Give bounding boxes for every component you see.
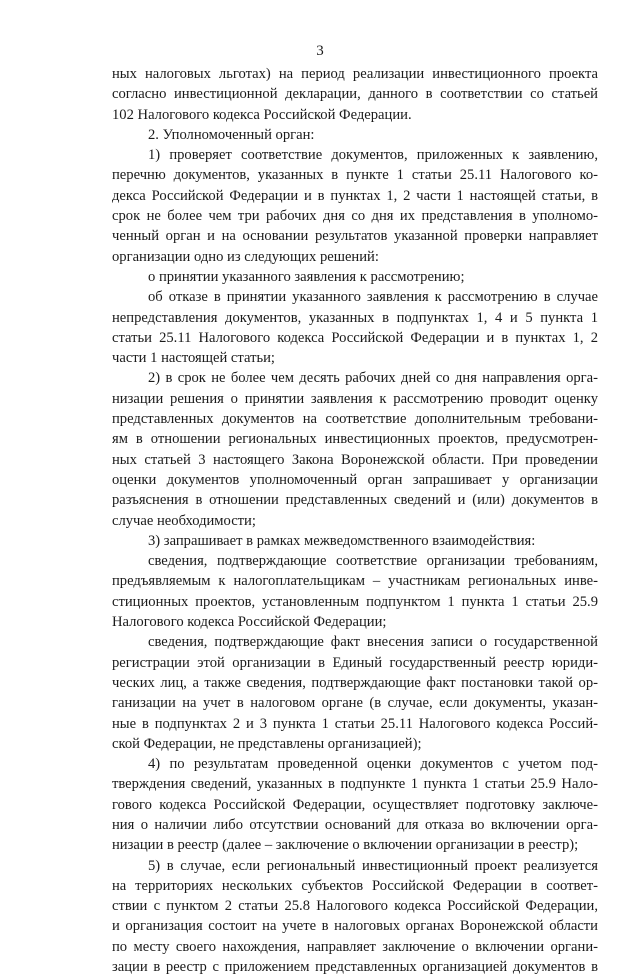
text-line: случае необходимости; xyxy=(112,512,256,529)
text-line: 3) запрашивает в рамках межведомственного взаимодействия: xyxy=(148,532,536,549)
text-line: согласно инвестиционной декларации, данного в соответствии со статьей xyxy=(112,86,598,103)
text-line: 1) проверяет соответствие документов, приложенных к заявлению, xyxy=(148,147,598,164)
text-line: об отказе в принятии указанного заявления к рассмотрению в случае xyxy=(148,289,598,306)
text-line: тверждения сведений, указанных в подпункте 1 пункта 1 статьи 25.9 Нало- xyxy=(112,776,598,793)
text-line: предъявляемым к налогоплательщикам – участникам региональных инве- xyxy=(112,573,598,590)
text-line: статьи 25.11 Налогового кодекса Российской Федерации и в пунктах 1, 2 xyxy=(112,329,598,346)
text-line: оценки документов уполномоченный орган запрашивает у организации xyxy=(112,471,598,488)
text-line: ния о наличии либо отсутствии оснований для отказа во включении орга- xyxy=(112,816,598,833)
text-line: и организация состоит на учете в налоговых органах Воронежской области xyxy=(112,918,598,935)
text-line: Налогового кодекса Российской Федерации; xyxy=(112,614,387,631)
text-line: ных статьей 3 настоящего Закона Воронежской области. При проведении xyxy=(112,451,598,468)
text-line: о принятии указанного заявления к рассмотрению; xyxy=(148,268,465,285)
text-line: ных налоговых льготах) на период реализации инвестиционного проекта xyxy=(112,66,598,82)
text-line: 2. Уполномоченный орган: xyxy=(148,126,315,143)
text-line: зации в реестр с приложением представленных организацией документов в xyxy=(112,959,598,976)
page-number: 3 xyxy=(316,43,324,59)
text-line: стиционных проектов, установленным подпунктом 1 пункта 1 статьи 25.9 xyxy=(112,593,598,610)
text-line: сведения, подтверждающие факт внесения записи о государственной xyxy=(148,634,598,651)
text-line: ные в подпунктах 2 и 3 пункта 1 статьи 25.11 Налогового кодекса Россий- xyxy=(112,715,598,732)
text-line: 102 Налогового кодекса Российской Федерации. xyxy=(112,106,412,123)
text-line: ганизации на учет в налоговом органе (в случае, если документы, указан- xyxy=(112,695,598,712)
text-line: ской Федерации, не представлены организацией); xyxy=(112,735,422,752)
text-line: ям в отношении региональных инвестиционных проектов, предусмотрен- xyxy=(112,431,598,448)
text-line: разъяснения в отношении представленных сведений и (или) документов в xyxy=(112,492,598,509)
text-line: непредставления документов, указанных в подпунктах 1, 4 и 5 пункта 1 xyxy=(112,309,598,326)
text-line: 2) в срок не более чем десять рабочих дней со дня направления орга- xyxy=(148,370,598,387)
text-line: организации одно из следующих решений: xyxy=(112,248,379,265)
text-line: перечню документов, указанных в пункте 1 статьи 25.11 Налогового ко- xyxy=(112,167,598,184)
text-line: низации в реестр (далее – заключение о включении организации в реестр); xyxy=(112,837,579,854)
text-line: по месту своего нахождения, направляет заключение о включении органи- xyxy=(112,938,598,955)
text-line: сведения, подтверждающие соответствие организации требованиям, xyxy=(148,553,598,570)
text-line: на территориях нескольких субъектов Российской Федерации в соответ- xyxy=(112,877,598,894)
text-line: 4) по результатам проведенной оценки документов с учетом под- xyxy=(148,756,598,773)
text-line: ческих лиц, а также сведения, подтверждающие факт постановки такой ор- xyxy=(112,674,598,691)
document-body xyxy=(112,64,598,977)
text-line: 5) в случае, если региональный инвестиционный проект реализуется xyxy=(148,857,598,874)
text-line: ствии с пунктом 2 статьи 25.8 Налогового кодекса Российской Федерации, xyxy=(112,898,598,915)
text-line: регистрации этой организации в Единый государственный реестр юриди- xyxy=(112,654,598,671)
text-line: гового кодекса Российской Федерации, осуществляет подготовку заключе- xyxy=(112,796,598,813)
text-line: низации решения о принятии заявления к рассмотрению проводит оценку xyxy=(112,390,598,407)
text-line: представленных документов на соответствие дополнительным требовани- xyxy=(112,411,598,428)
text-line: срок не более чем три рабочих дня со дня их представления в уполномо- xyxy=(112,208,598,225)
text-line: ченный орган и на основании результатов указанной проверки направляет xyxy=(112,228,598,245)
text-line: декса Российской Федерации и в пунктах 1, 2 части 1 настоящей статьи, в xyxy=(112,187,598,204)
text-line: части 1 настоящей статьи; xyxy=(112,350,275,367)
